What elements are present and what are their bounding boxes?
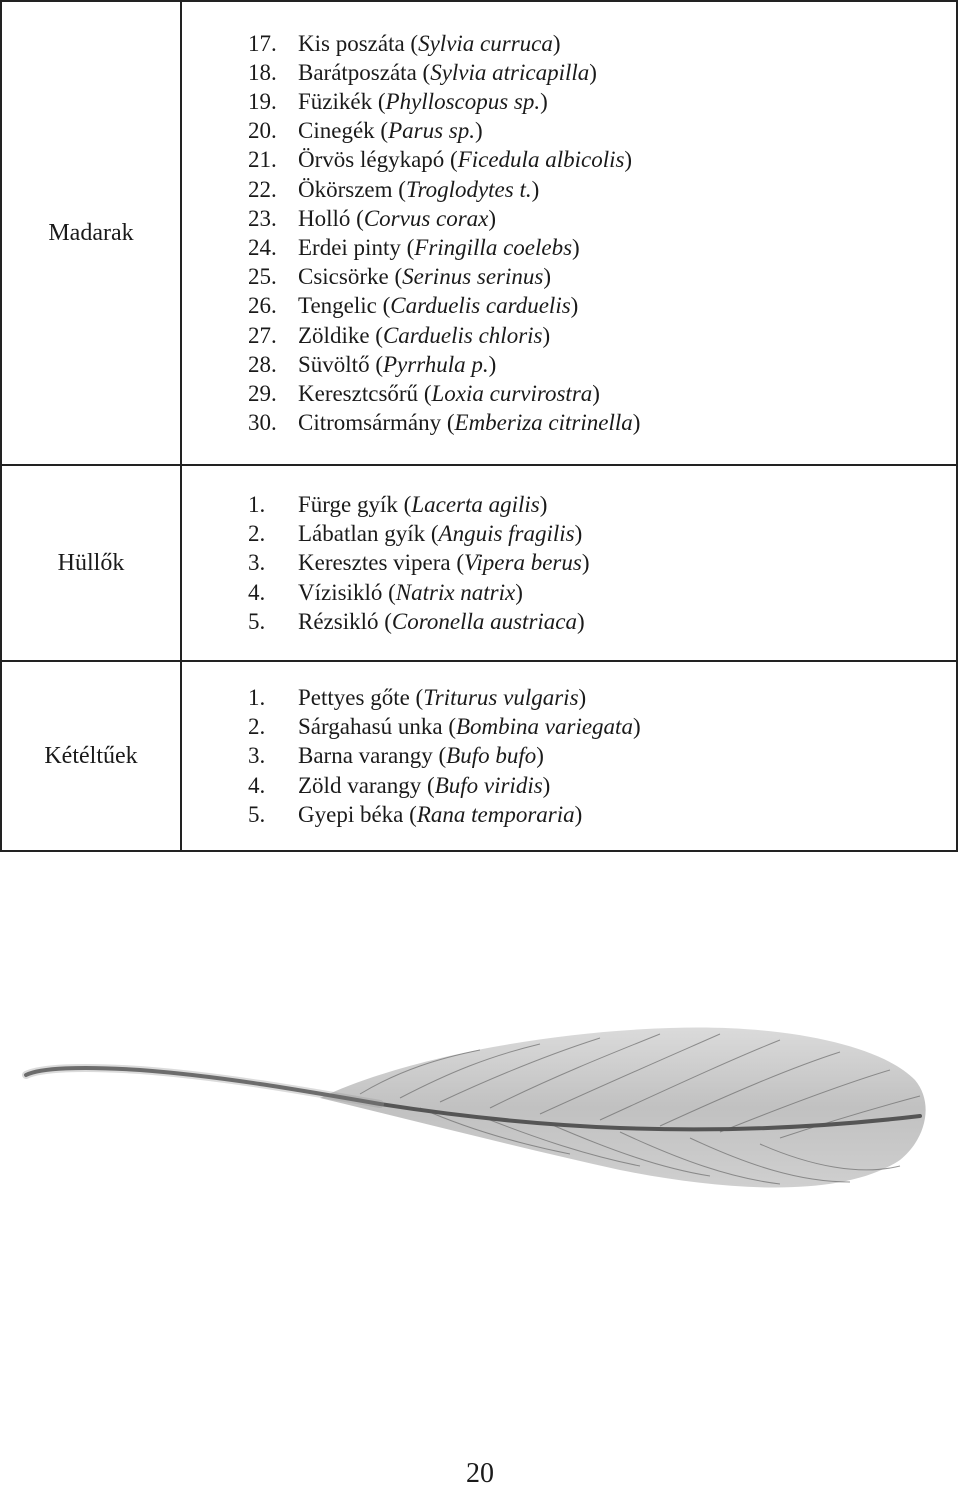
species-number: 29. <box>248 381 277 407</box>
species-item: 24. Erdei pinty (Fringilla coelebs) <box>248 233 956 262</box>
table-row-birds <box>1 1 957 465</box>
species-scientific-name: Fringilla coelebs <box>414 235 573 260</box>
species-item: 2. Lábatlan gyík (Anguis fragilis) <box>248 519 956 548</box>
species-number: 18. <box>248 59 277 85</box>
species-scientific-name: Corvus corax <box>363 205 489 231</box>
species-common-name: Tengelic <box>298 293 377 319</box>
species-cell-reptiles <box>181 465 957 661</box>
species-item: 5. Gyepi béka (Rana temporaria) <box>248 800 956 829</box>
species-number: 22. <box>248 176 277 202</box>
species-number: 4. <box>248 579 266 605</box>
group-label-amphibians: Kétéltűek <box>1 661 181 851</box>
species-common-name: Keresztes vipera <box>298 550 451 576</box>
species-common-name: Cinegék <box>298 118 375 144</box>
species-scientific-name: Natrix natrix <box>395 579 516 605</box>
species-common-name: Fürge gyík <box>298 491 398 517</box>
species-common-name: Keresztcsőrű <box>298 381 419 407</box>
species-item: 26. Tengelic (Carduelis carduelis) <box>248 291 956 320</box>
species-common-name: Citromsármány <box>298 410 442 436</box>
species-scientific-name: Bombina variegata <box>456 714 633 740</box>
species-common-name: Örvös légykapó <box>298 147 445 173</box>
species-scientific-name: Phylloscopus sp. <box>385 88 541 114</box>
species-list-birds <box>182 29 956 438</box>
species-number: 3. <box>248 743 266 769</box>
species-cell-birds <box>181 1 957 465</box>
species-number: 24. <box>248 235 277 260</box>
species-item: 4. Zöld varangy (Bufo viridis) <box>248 771 956 800</box>
feather-drawing <box>20 1020 940 1220</box>
species-scientific-name: Anguis fragilis <box>438 521 575 547</box>
species-common-name: Kis poszáta <box>298 30 405 56</box>
species-scientific-name: Parus sp. <box>388 118 475 144</box>
species-scientific-name: Bufo viridis <box>434 772 543 798</box>
species-scientific-name: Pyrrhula p. <box>383 351 489 377</box>
species-scientific-name: Sylvia atricapilla <box>430 59 590 85</box>
species-scientific-name: Carduelis carduelis <box>390 293 571 319</box>
species-common-name: Vízisikló <box>298 579 383 605</box>
species-item: 20. Cinegék (Parus sp.) <box>248 116 956 145</box>
group-label-reptiles: Hüllők <box>1 465 181 661</box>
species-common-name: Rézsikló <box>298 608 379 634</box>
page-number: 20 <box>466 1458 494 1489</box>
species-item: 3. Barna varangy (Bufo bufo) <box>248 741 956 770</box>
species-scientific-name: Coronella austriaca <box>391 608 577 634</box>
feather-illustration <box>20 1020 940 1220</box>
species-common-name: Lábatlan gyík <box>298 521 426 547</box>
species-common-name: Barna varangy <box>298 743 433 769</box>
species-cell-amphibians <box>181 661 957 851</box>
species-scientific-name: Troglodytes t. <box>405 176 532 202</box>
species-common-name: Ökörszem <box>298 176 393 202</box>
species-item: 4. Vízisikló (Natrix natrix) <box>248 578 956 607</box>
species-item: 29. Keresztcsőrű (Loxia curvirostra) <box>248 379 956 408</box>
species-number: 20. <box>248 118 277 144</box>
species-scientific-name: Lacerta agilis <box>411 491 540 517</box>
species-item: 17. Kis poszáta (Sylvia curruca) <box>248 29 956 58</box>
species-number: 26. <box>248 293 277 319</box>
species-number: 2. <box>248 521 266 547</box>
species-number: 3. <box>248 550 266 576</box>
species-item: 2. Sárgahasú unka (Bombina variegata) <box>248 712 956 741</box>
species-item: 25. Csicsörke (Serinus serinus) <box>248 262 956 291</box>
species-number: 2. <box>248 714 266 740</box>
species-item: 23. Holló (Corvus corax) <box>248 204 956 233</box>
species-number: 5. <box>248 608 266 634</box>
table-row-reptiles <box>1 465 957 661</box>
species-item: 5. Rézsikló (Coronella austriaca) <box>248 607 956 636</box>
species-common-name: Csicsörke <box>298 264 389 290</box>
species-item: 22. Ökörszem (Troglodytes t.) <box>248 175 956 204</box>
species-number: 21. <box>248 147 277 173</box>
species-number: 4. <box>248 772 266 798</box>
species-item: 21. Örvös légykapó (Ficedula albicolis) <box>248 145 956 174</box>
species-common-name: Zöldike <box>298 322 370 348</box>
species-item: 28. Süvöltő (Pyrrhula p.) <box>248 350 956 379</box>
species-item: 18. Barátposzáta (Sylvia atricapilla) <box>248 58 956 87</box>
species-scientific-name: Emberiza citrinella <box>454 410 633 436</box>
species-scientific-name: Triturus vulgaris <box>423 684 579 710</box>
species-scientific-name: Serinus serinus <box>402 264 544 290</box>
species-number: 28. <box>248 351 277 377</box>
species-scientific-name: Sylvia curruca <box>418 30 553 56</box>
species-scientific-name: Carduelis chloris <box>382 322 543 348</box>
species-common-name: Barátposzáta <box>298 59 417 85</box>
species-number: 17. <box>248 30 277 56</box>
species-number: 30. <box>248 410 277 436</box>
species-common-name: Gyepi béka <box>298 801 404 827</box>
species-common-name: Holló <box>298 205 351 231</box>
species-item: 27. Zöldike (Carduelis chloris) <box>248 321 956 350</box>
group-label-birds: Madarak <box>1 1 181 465</box>
species-item: 1. Pettyes gőte (Triturus vulgaris) <box>248 683 956 712</box>
species-item: 3. Keresztes vipera (Vipera berus) <box>248 548 956 577</box>
species-common-name: Süvöltő <box>298 351 370 377</box>
species-common-name: Sárgahasú unka <box>298 714 443 740</box>
species-common-name: Füzikék <box>298 88 373 114</box>
species-scientific-name: Vipera berus <box>464 550 582 576</box>
species-number: 19. <box>248 88 277 114</box>
species-scientific-name: Bufo bufo <box>446 743 537 769</box>
table-row-amphibians <box>1 661 957 851</box>
species-number: 23. <box>248 205 277 231</box>
species-scientific-name: Rana temporaria <box>416 801 575 827</box>
species-number: 5. <box>248 801 266 827</box>
species-number: 1. <box>248 491 266 517</box>
species-number: 25. <box>248 264 277 290</box>
species-item: 1. Fürge gyík (Lacerta agilis) <box>248 490 956 519</box>
species-list-amphibians <box>182 683 956 829</box>
species-scientific-name: Loxia curvirostra <box>431 381 593 407</box>
species-item: 19. Füzikék (Phylloscopus sp.) <box>248 87 956 116</box>
species-common-name: Erdei pinty <box>298 235 401 260</box>
species-scientific-name: Ficedula albicolis <box>457 147 625 173</box>
species-common-name: Zöld varangy <box>298 772 422 798</box>
species-common-name: Pettyes gőte <box>298 684 410 710</box>
species-number: 27. <box>248 322 277 348</box>
species-item: 30. Citromsármány (Emberiza citrinella) <box>248 408 956 437</box>
species-list-reptiles <box>182 490 956 636</box>
species-number: 1. <box>248 684 266 710</box>
